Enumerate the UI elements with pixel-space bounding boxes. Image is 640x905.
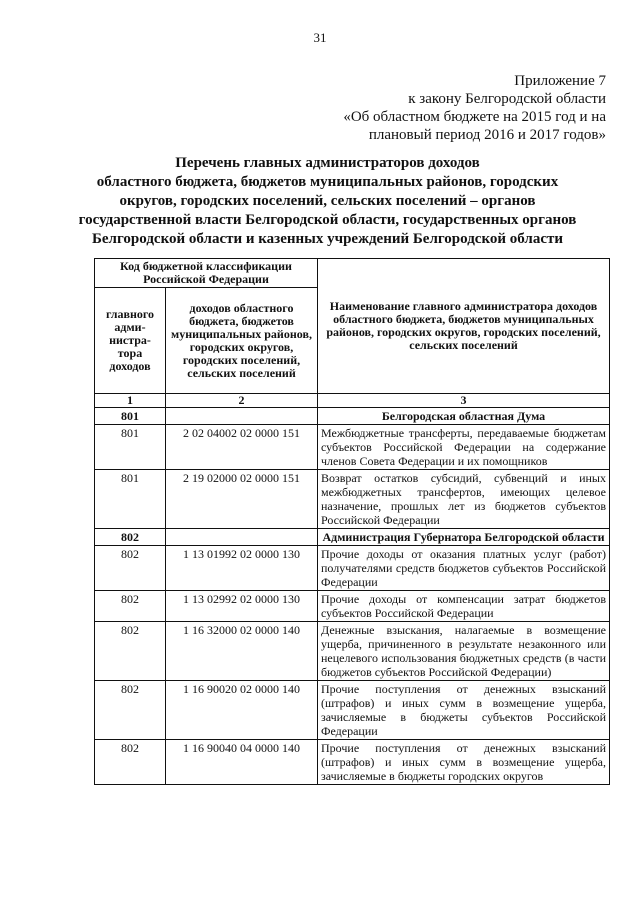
admin-code-cell: 801 [95,470,166,529]
admin-code-column-header: главного адми-нистра-тора доходов [95,288,166,394]
appendix-header [276,72,606,144]
admin-code-cell: 802 [95,546,166,591]
revenue-name-cell: Администрация Губернатора Белгородской области [318,529,610,546]
admin-code-cell: 802 [95,740,166,785]
revenue-name-cell: Белгородская областная Дума [318,408,610,425]
revenue-code-cell: 1 16 32000 02 0000 140 [166,622,318,681]
admin-code-cell: 801 [95,425,166,470]
title-line: Перечень главных администраторов доходов [175,155,480,171]
revenue-code-cell [166,529,318,546]
admin-code-cell: 802 [95,622,166,681]
table-row [95,622,610,681]
admin-code-cell: 802 [95,591,166,622]
revenue-code-cell: 2 02 04002 02 0000 151 [166,425,318,470]
revenue-name-cell: Прочие доходы от оказания платных услуг (работ) получателями средств бюджетов субъектов Российской Федерации [318,546,610,591]
admin-code-cell: 802 [95,681,166,740]
table-group-row [95,408,610,425]
revenue-name-cell: Прочие поступления от денежных взысканий (штрафов) и иных сумм в возмещение ущерба, зачисляемые в бюджеты городских округов [318,740,610,785]
column-number: 3 [318,394,610,408]
table-row [95,546,610,591]
revenue-code-cell [166,408,318,425]
title-line: областного бюджета, бюджетов муниципальных районов, городских [96,174,559,190]
page-number: 31 [313,30,327,45]
appendix-line: Приложение 7 [514,73,606,89]
column-number: 2 [166,394,318,408]
appendix-line: к закону Белгородской области [408,91,606,107]
admin-code-cell: 802 [95,529,166,546]
admin-code-cell: 801 [95,408,166,425]
revenue-code-cell: 1 13 02992 02 0000 130 [166,591,318,622]
administrators-table [94,258,610,785]
table-row [95,470,610,529]
revenue-code-column-header: доходов областного бюджета, бюджетов муниципальных районов, городских округов, городских поселений, сельских поселений [166,288,318,394]
revenue-code-cell: 2 19 02000 02 0000 151 [166,470,318,529]
table-body [95,408,610,785]
revenue-name-cell: Возврат остатков субсидий, субвенций и иных межбюджетных трансфертов, имеющих целевое назначение, прошлых лет из бюджетов субъектов Российской Федерации [318,470,610,529]
title-line: округов, городских поселений, сельских поселений – органов [119,193,536,209]
revenue-code-cell: 1 16 90020 02 0000 140 [166,681,318,740]
column-number: 1 [95,394,166,408]
title-line: государственной власти Белгородской области, государственных органов [78,212,577,228]
code-group-header: Код бюджетной классификации Российской Федерации [95,259,318,288]
document-title [40,154,615,249]
appendix-line: плановый период 2016 и 2017 годов» [368,127,606,143]
appendix-line: «Об областном бюджете на 2015 год и на [343,109,606,125]
table-row [95,681,610,740]
revenue-name-cell: Межбюджетные трансферты, передаваемые бюджетам субъектов Российской Федерации на содержание членов Совета Федерации и их помощников [318,425,610,470]
table-row [95,425,610,470]
title-line: Белгородской области и казенных учреждений Белгородской области [91,231,563,247]
name-column-header: Наименование главного администратора доходов областного бюджета, бюджетов муниципальных районов, городских округов, городских поселений, сельских поселений [318,259,610,394]
revenue-code-cell: 1 13 01992 02 0000 130 [166,546,318,591]
table-group-row [95,529,610,546]
table-row [95,591,610,622]
revenue-name-cell: Прочие доходы от компенсации затрат бюджетов субъектов Российской Федерации [318,591,610,622]
revenue-name-cell: Денежные взыскания, налагаемые в возмещение ущерба, причиненного в результате незаконного или нецелевого использования бюджетных средств (в части бюджетов субъектов Российской Федерации) [318,622,610,681]
revenue-code-cell: 1 16 90040 04 0000 140 [166,740,318,785]
table-header-row [95,259,610,288]
column-number-row [95,394,610,408]
revenue-name-cell: Прочие поступления от денежных взысканий (штрафов) и иных сумм в возмещение ущерба, зачисляемые в бюджеты субъектов Российской Федерации [318,681,610,740]
table-row [95,740,610,785]
